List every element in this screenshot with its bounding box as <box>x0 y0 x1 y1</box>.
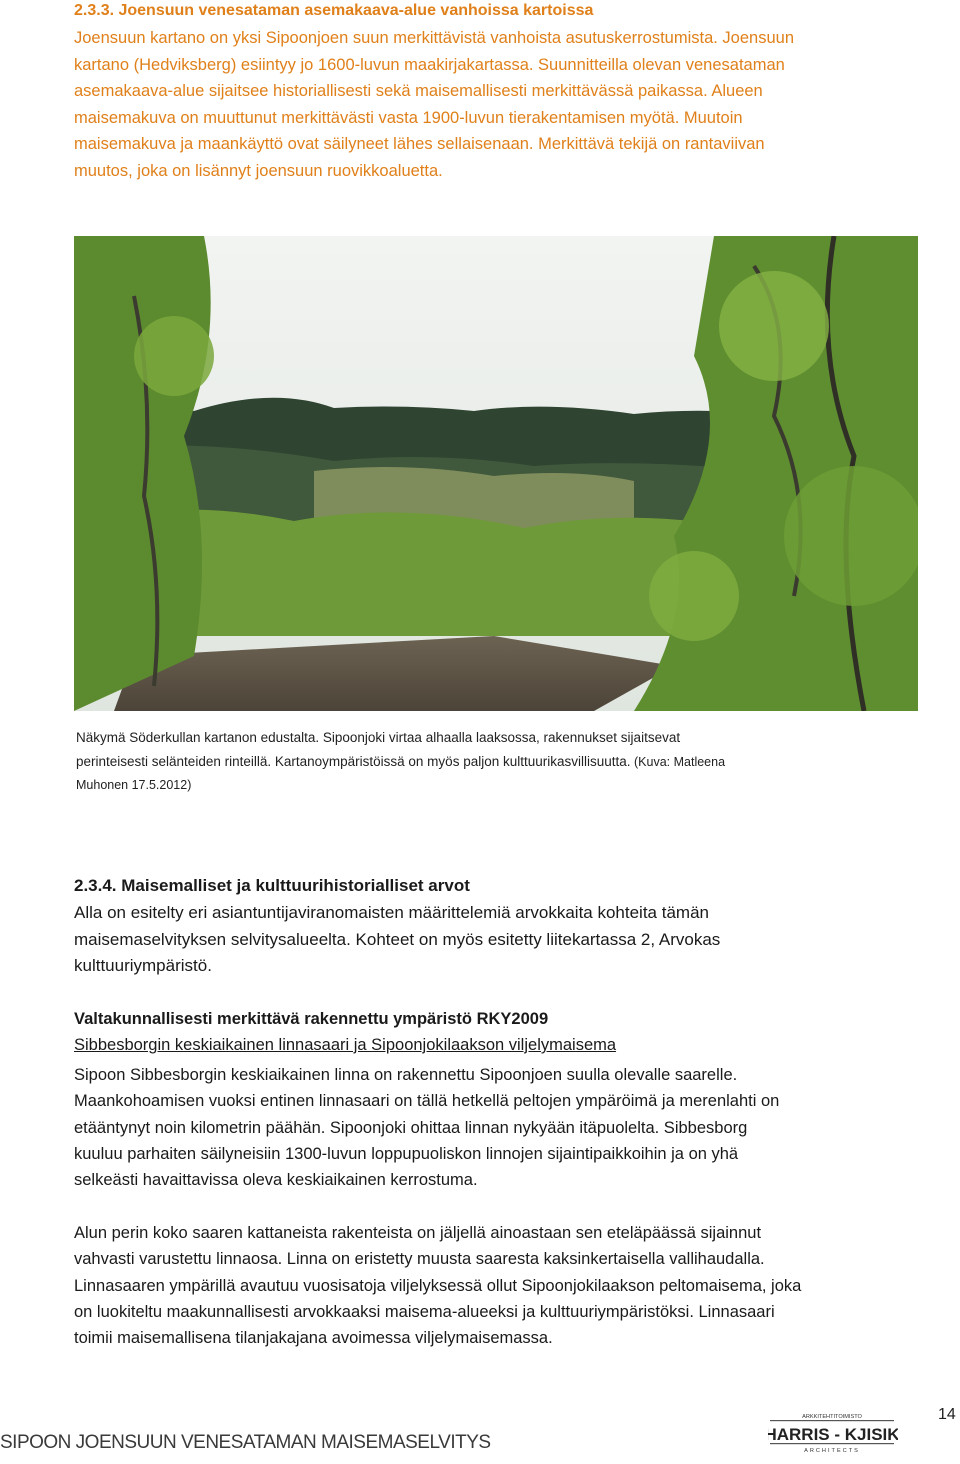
section1-line: maisemakuva on muuttunut merkittävästi vasta 1900-luvun tierakentamisen myötä. Muutoin <box>74 108 743 127</box>
rky-line: Maankohoamisen vuoksi entinen linnasaari on tällä hetkellä peltojen ympäröimä ja merenlahti on <box>74 1092 780 1111</box>
section1-body <box>74 25 930 184</box>
logo-mark <box>768 1411 898 1459</box>
section1-line: maisemakuva ja maankäyttö ovat säilyneet lähes sellaisenaan. Merkittävä tekijä on rantaviivan <box>74 135 765 153</box>
caption-credit: (Kuva: Matleena <box>630 754 726 769</box>
landscape-photo <box>74 236 918 711</box>
section2-line: kulttuuriympäristö. <box>74 956 212 975</box>
section1-line: kartano (Hedviksberg) esiintyy jo 1600-luvun maakirjakartassa. <box>74 55 539 74</box>
landscape-photo-illustration <box>74 236 918 711</box>
photo-caption <box>76 726 916 798</box>
rky-line: vahvasti varustettu linnaosa. Linna on eristetty muusta saaresta kaksinkertaisella vallihaudalla. <box>74 1250 765 1269</box>
section1-line: Joensuun kartano on yksi Sipoonjoen suun merkittävistä vanhoista asutuskerrostumista. Joensuun <box>74 29 794 47</box>
logo-bottom-text: ARCHITECTS <box>804 1448 860 1454</box>
caption-credit: Muhonen 17.5.2012) <box>76 778 192 792</box>
rky-line: Alun perin koko saaren kattaneista rakenteista on jäljellä ainoastaan sen eteläpäässä sijainnut <box>74 1224 762 1242</box>
section2-line: Alla on esitelty eri asiantuntijaviranomaisten määrittelemiä arvokkaita kohteita tämän <box>74 903 709 922</box>
caption-line: Näkymä Söderkullan kartanon edustalta. Sipoonjoki virtaa alhaalla laaksossa, rakennukset sijaitsevat <box>76 730 681 745</box>
section2-heading: 2.3.4. Maisemalliset ja kulttuurihistorialliset arvot <box>74 876 470 895</box>
section2-line: maisemaselvityksen selvitysalueelta. Kohteet on myös esitetty liitekartassa 2, Arvokas <box>74 929 721 949</box>
rky-line: on luokiteltu maakunnallisesti arvokkaaksi maisema-alueeksi ja kulttuuriympäristöksi. Linnasaari <box>74 1302 775 1321</box>
rky-paragraph-1 <box>74 1062 934 1193</box>
rky-line: Linnasaaren ympärillä avautuu vuosisatoja viljelyksessä ollut Sipoonjokilaakson peltomaisema, joka <box>74 1276 802 1295</box>
rky-line: selkeästi havaittavissa oleva keskiaikainen kerrostuma. <box>74 1171 478 1190</box>
page-number: 14 <box>938 1406 956 1423</box>
section2-body <box>74 900 930 980</box>
section1-line: muutos, joka on lisännyt joensuun ruovikkoaluetta. <box>74 161 443 180</box>
rky-line: etääntynyt noin kilometrin päähän. Sipoonjoki ohittaa linnan nykyään itäpuolelta. Sibbesborg <box>74 1118 748 1137</box>
section1-line: Suunnitteilla olevan venesataman <box>538 55 785 74</box>
rky-title: Valtakunnallisesti merkittävä rakennettu ympäristö RKY2009 <box>74 1010 549 1028</box>
logo-top-text: ARKKITEHTITOIMISTO <box>802 1414 862 1420</box>
section1-line: Alueen <box>711 82 763 100</box>
footer-title: SIPOON JOENSUUN VENESATAMAN MAISEMASELVITYS <box>0 1432 491 1453</box>
section1-heading: 2.3.3. Joensuun venesataman asemakaava-alue vanhoissa kartoissa <box>74 2 594 19</box>
harris-kjisik-logo <box>768 1411 898 1459</box>
logo-main-text: HARRIS - KJISIK <box>768 1425 898 1444</box>
section1-line: asemakaava-alue sijaitsee historiallisesti sekä maisemallisesti merkittävässä paikassa. <box>74 82 712 100</box>
rky-line: toimii maisemallisena tilanjakajana avoimessa viljelymaisemassa. <box>74 1329 553 1348</box>
caption-line: perinteisesti selänteiden rinteillä. Kartanoympäristöissä on myös paljon kulttuurikasvillisuutta. <box>76 753 631 769</box>
rky-subtitle: Sibbesborgin keskiaikainen linnasaari ja Sipoonjokilaakson viljelymaisema <box>74 1036 617 1054</box>
rky-line: kuuluu parhaiten säilyneisiin 1300-luvun loppupuoliskon linnojen sijaintipaikkoihin ja on yhä <box>74 1144 739 1163</box>
rky-paragraph-2 <box>74 1220 934 1351</box>
rky-line: Sipoon Sibbesborgin keskiaikainen linna on rakennettu Sipoonjoen suulla olevalle saarelle. <box>74 1066 738 1084</box>
